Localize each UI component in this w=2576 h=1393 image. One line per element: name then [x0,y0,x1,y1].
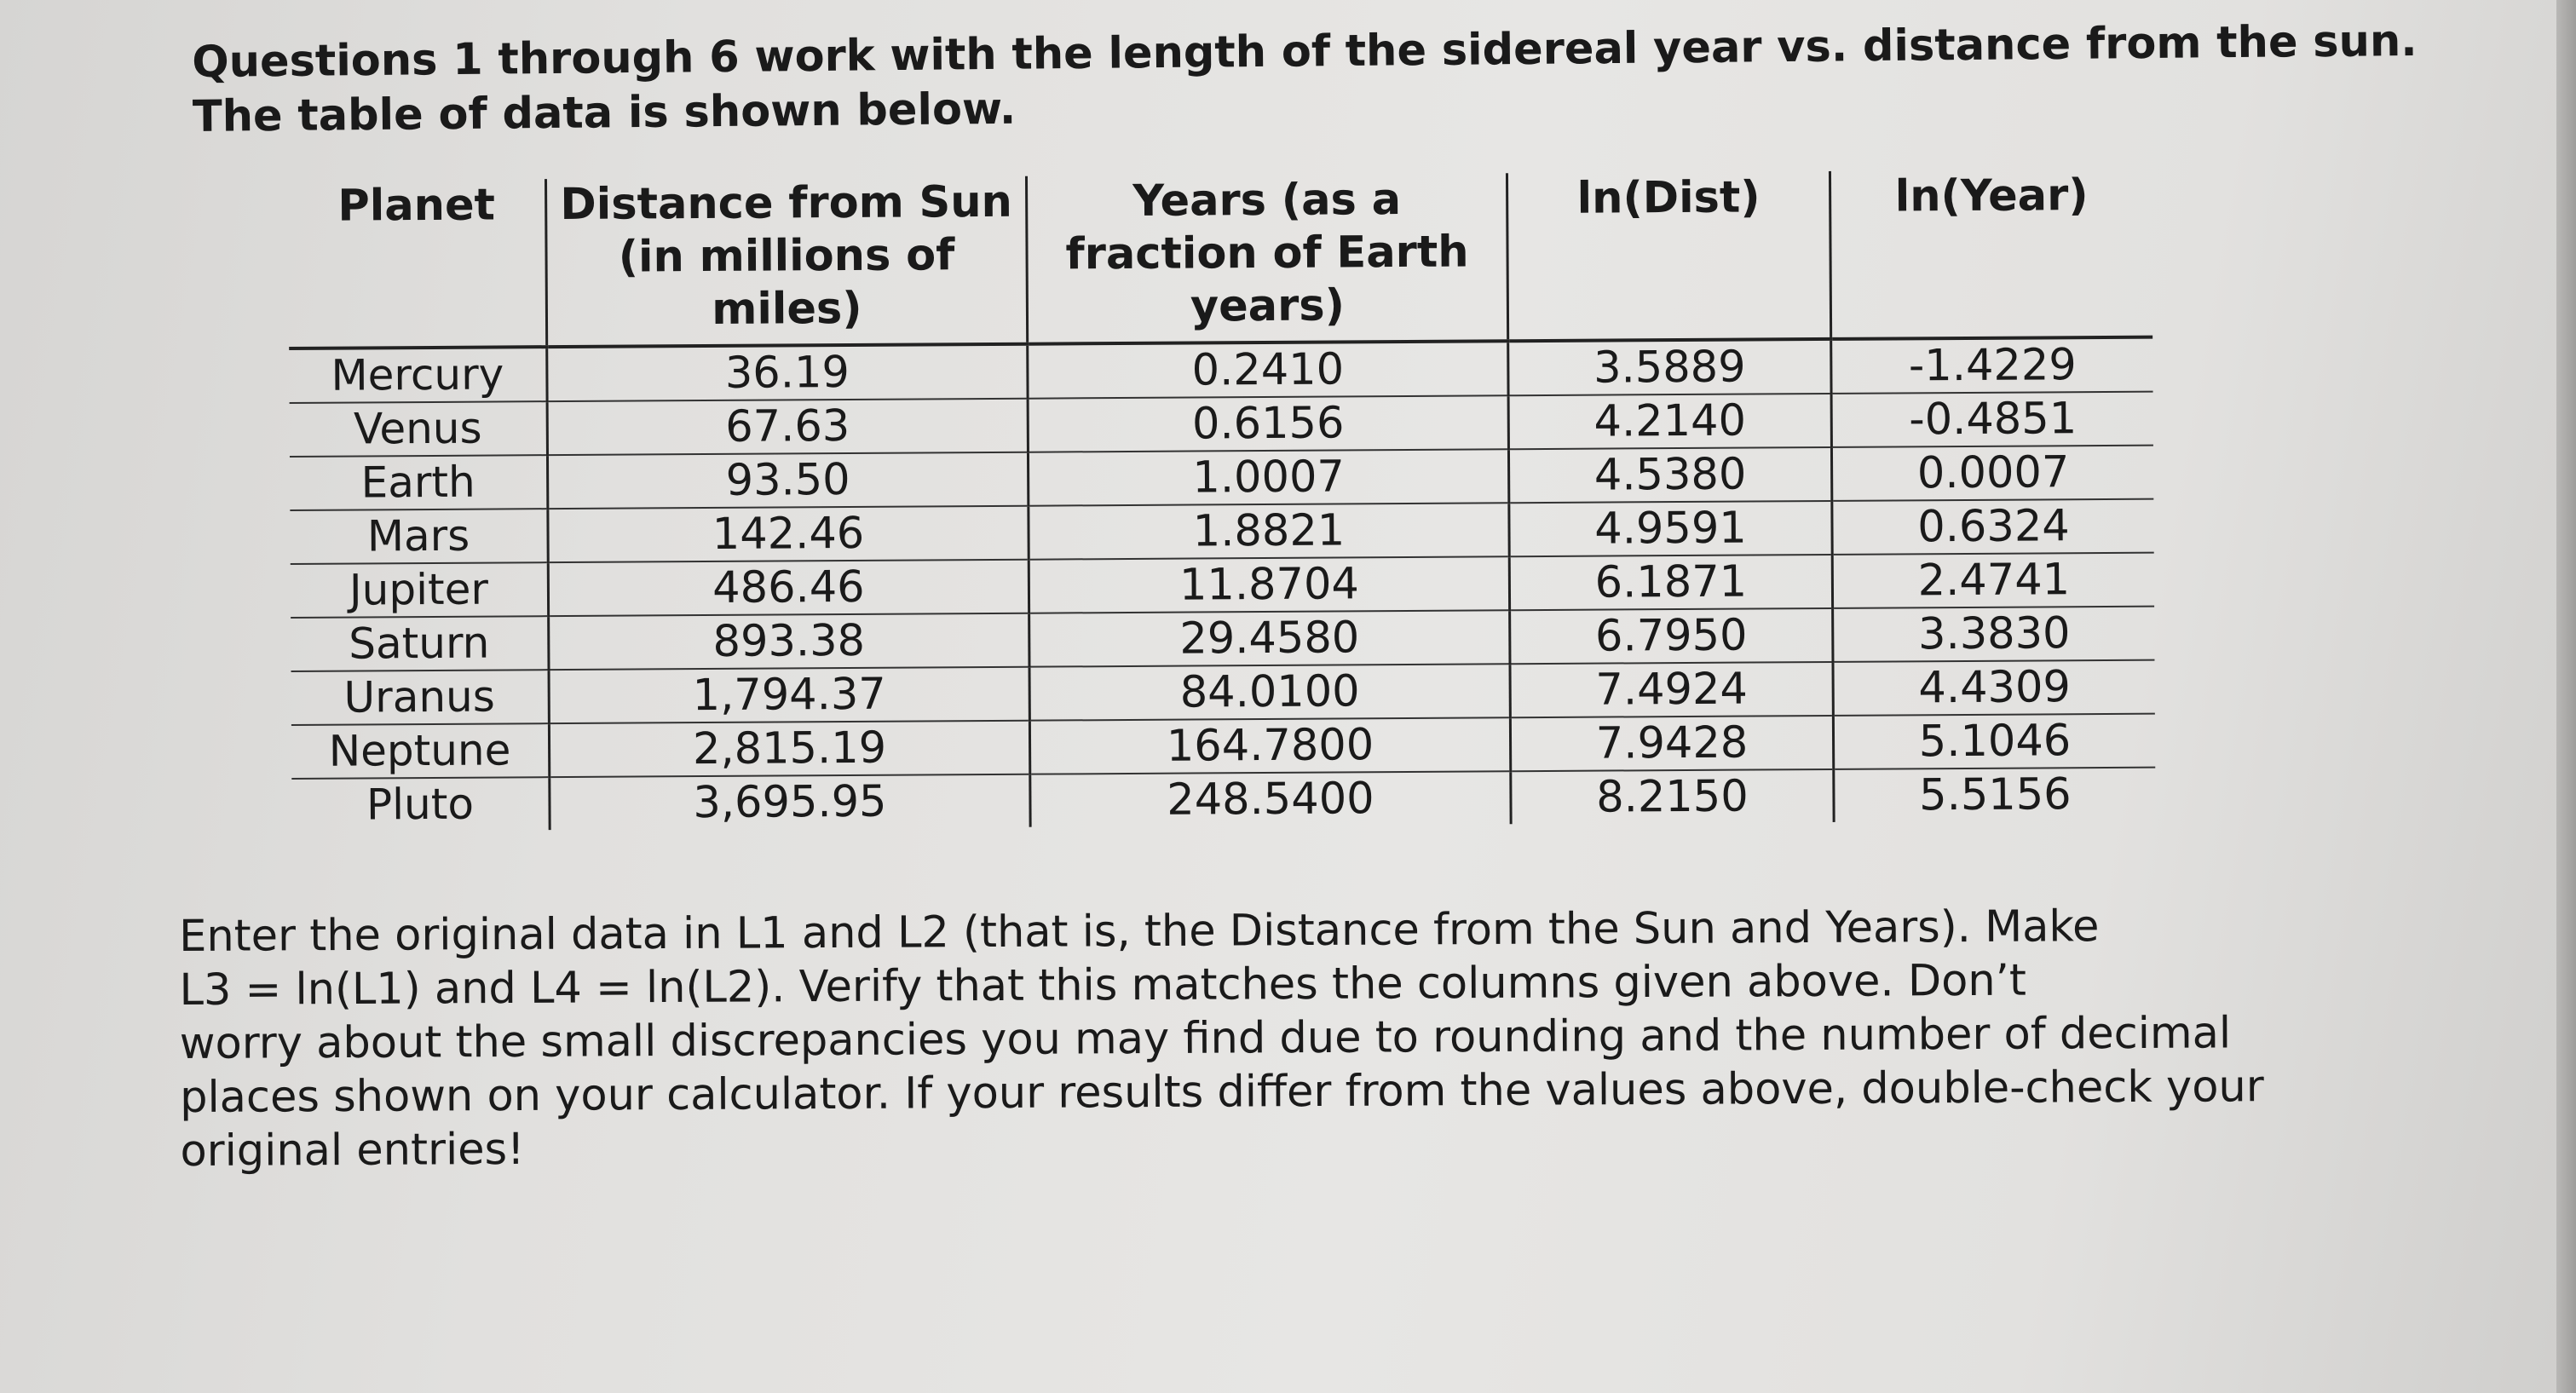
paper-edge [2556,0,2576,1393]
header-planet: Planet [288,179,547,348]
instructions-line-4: places shown on your calculator. If your results differ from the values above, double-check your [180,1062,2264,1123]
cell-years: 248.5400 [1030,771,1511,826]
cell-distance: 67.63 [547,399,1028,455]
planet-data-table [288,170,2156,832]
table-row [291,768,2155,832]
intro-line-1: Questions 1 through 6 work with the length of the sidereal year vs. distance from the sun. [192,15,2418,88]
instructions-line-2: L3 = ln(L1) and L4 = ln(L2). Verify that this matches the columns given above. Don’t [179,955,2027,1016]
cell-years: 29.4580 [1029,610,1510,666]
cell-distance: 142.46 [548,506,1029,562]
cell-distance: 893.38 [549,613,1029,670]
cell-ln-dist: 3.5889 [1508,339,1831,395]
cell-distance: 1,794.37 [549,667,1029,723]
cell-years: 164.7800 [1029,717,1510,774]
cell-ln-dist: 7.9428 [1510,716,1833,771]
cell-years: 0.6156 [1028,395,1508,452]
cell-planet: Saturn [291,616,549,671]
cell-distance: 3,695.95 [550,774,1030,830]
instructions-line-5: original entries! [180,1124,525,1177]
cell-years: 84.0100 [1029,664,1510,720]
cell-years: 0.2410 [1028,341,1508,398]
cell-ln-year: 5.5156 [1919,769,2072,821]
cell-planet: Earth [290,455,548,510]
cell-planet: Mercury [289,347,547,403]
instructions-line-1: Enter the original data in L1 and L2 (that is, the Distance from the Sun and Years). Make [179,901,2100,962]
cell-years: 1.0007 [1028,449,1508,505]
cell-ln-year: 0.0007 [1831,446,2153,501]
intro-text [192,15,2418,145]
cell-years: 1.8821 [1029,503,1509,559]
header-years: Years (as a fraction of Earth years) [1026,173,1507,343]
table-body [289,337,2155,832]
cell-planet: Uranus [291,670,550,725]
cell-planet: Jupiter [291,562,549,618]
cell-planet: Neptune [291,723,550,779]
cell-ln-dist: 6.7950 [1510,608,1833,664]
cell-distance: 2,815.19 [549,721,1029,777]
cell-ln-dist: 6.1871 [1509,555,1832,610]
cell-distance: 486.46 [548,560,1029,616]
cell-distance: 36.19 [547,344,1028,401]
header-ln-year: ln(Year) [1830,170,2152,339]
cell-ln-year: 3.3830 [1833,607,2155,662]
cell-ln-year: 4.4309 [1833,660,2155,716]
planet-data-table-wrapper [288,170,2156,832]
header-distance: Distance from Sun (in millions of miles) [545,176,1027,347]
cell-years: 11.8704 [1029,556,1509,613]
cell-planet: Pluto [291,777,550,832]
cell-ln-dist: 8.2150 [1511,769,1834,824]
cell-ln-dist: 7.4924 [1510,662,1833,717]
cell-planet: Venus [290,401,548,457]
cell-distance: 93.50 [547,452,1028,509]
intro-line-2: The table of data is shown below. [192,83,1017,142]
cell-ln-year: -1.4229 [1831,337,2153,394]
cell-ln-dist: 4.2140 [1508,394,1831,449]
cell-ln-year: 5.1046 [1833,714,2155,769]
instructions-text [179,898,2439,1178]
cell-ln-dist: 4.9591 [1509,501,1832,556]
cell-ln-year: 2.4741 [1832,553,2154,608]
cell-ln-year: 0.6324 [1832,499,2154,555]
table-header-row [288,170,2152,348]
instructions-line-3: worry about the small discrepancies you may find due to rounding and the number of decimal [179,1008,2232,1069]
cell-ln-dist: 4.5380 [1508,447,1831,503]
cell-planet: Mars [290,509,548,564]
header-ln-dist: ln(Dist) [1507,171,1830,341]
cell-ln-year: -0.4851 [1831,392,2153,447]
